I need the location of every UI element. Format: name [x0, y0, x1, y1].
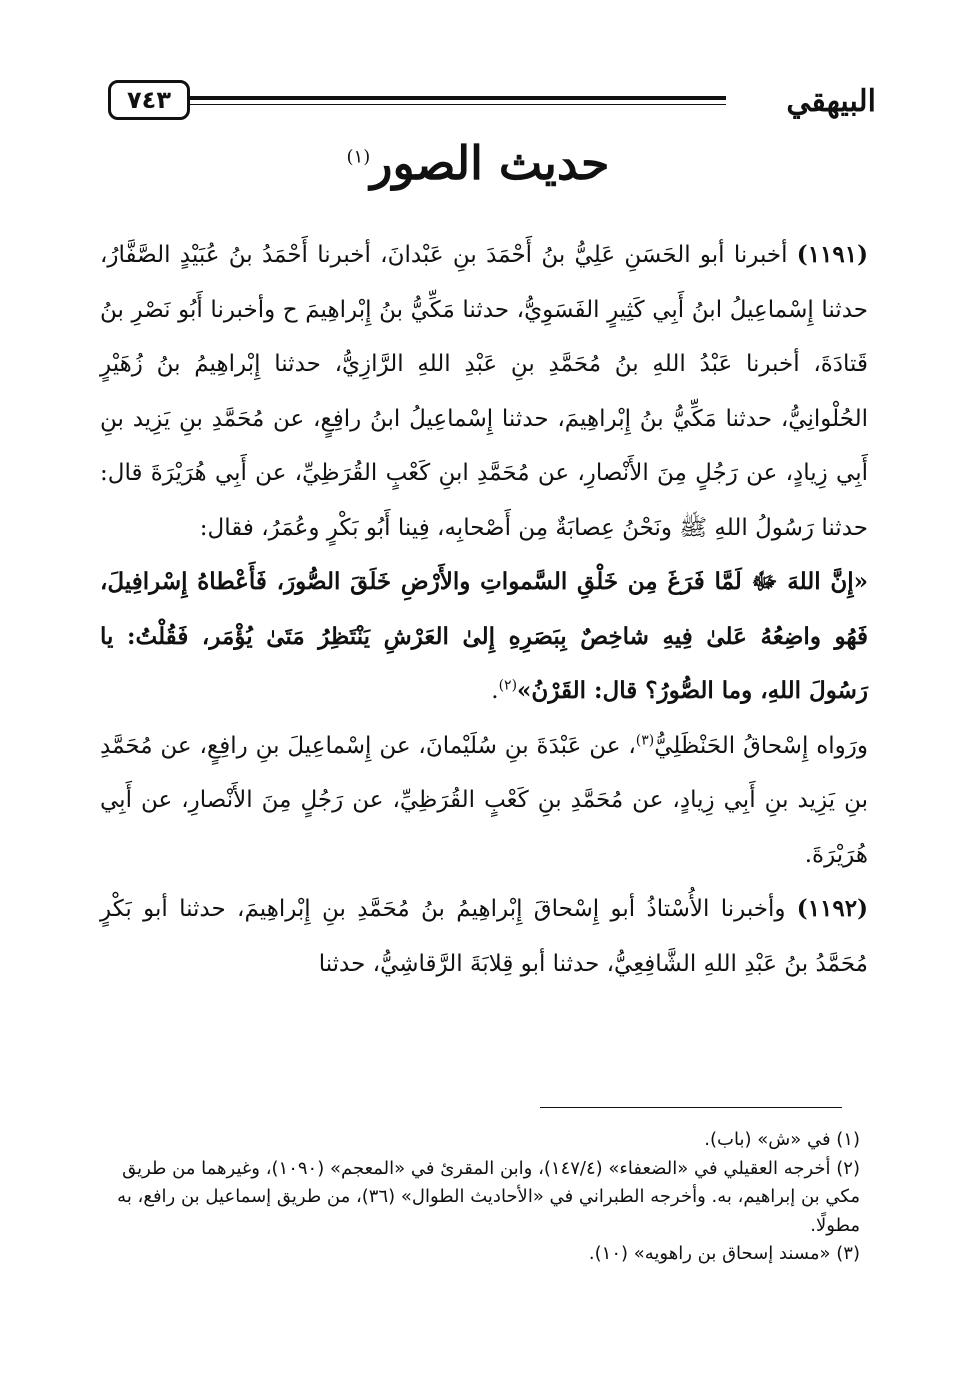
hadith-number-1191: (١١٩١) — [796, 241, 868, 268]
hadith-1191 — [100, 228, 868, 555]
title-footnote-marker: (١) — [346, 146, 371, 168]
alternate-chain — [100, 719, 868, 883]
main-text — [100, 228, 868, 991]
header-rule-thick — [190, 96, 726, 100]
alternate-chain-rest: ، عن عَبْدَةَ بنِ سُلَيْمانَ، عن إِسْماعِيلَ بنِ رافِعٍ، عن مُحَمَّدِ بنِ يَزِيد بنِ أَبِي زِيادٍ، عن مُحَمَّدِ بنِ كَعْبٍ القُرَظِيِّ، عن رَجُلٍ مِنَ الأَنْصارِ، عن أَبِي هُرَيْرَةَ. — [100, 732, 868, 868]
footnote-separator — [540, 1107, 842, 1108]
footnote-ref-3: (٣) — [635, 731, 655, 748]
alternate-chain-start: ورَواه إِسْحاقُ الحَنْظَلِيُّ — [654, 732, 868, 759]
footnotes — [92, 1126, 860, 1269]
chapter-title-text: حديث الصور — [370, 136, 610, 190]
hadith-1191-matn: «إِنَّ اللهَ ﷻ لَمَّا فَرَغَ مِن خَلْقِ السَّمواتِ والأَرْضِ خَلَقَ الصُّورَ، فَأَعْطاهُ إِسْرافِيلَ، فَهُو واضِعُهُ عَلىٰ فِيهِ شاخِصٌ بِبَصَرِهِ إِلىٰ العَرْشِ يَنْتَظِرُ مَتَىٰ يُؤْمَر، فَقُلْتُ: يا رَسُولَ اللهِ، وما الصُّورُ؟ قال: القَرْنُ»$^{(٢)}$. — [100, 568, 868, 704]
footnote-ref-2: (٢) — [498, 677, 518, 694]
running-head-title: البيهقي — [786, 84, 876, 119]
page-header — [108, 78, 876, 128]
hadith-number-1192: (١١٩٢) — [796, 895, 868, 922]
hadith-quote: «إِنَّ اللهَ ﷻ لَمَّا فَرَغَ مِن خَلْقِ السَّمواتِ والأَرْضِ خَلَقَ الصُّورَ، فَأَعْطاهُ إِسْرافِيلَ، فَهُو واضِعُهُ عَلىٰ فِيهِ شاخِصٌ بِبَصَرِهِ إِلىٰ العَرْشِ يَنْتَظِرُ مَتَىٰ يُؤْمَر، فَقُلْتُ: يا رَسُولَ اللهِ، وما الصُّورُ؟ قال: القَرْنُ» — [100, 568, 868, 704]
footnote-2: (٢) أخرجه العقيلي في «الضعفاء» (١٤٧/٤)، وابن المقرئ في «المعجم» (١٠٩٠)، وغيرهما من طريق مكي بن إبراهيم، به. وأخرجه الطبراني في «الأحاديث الطوال» (٣٦)، من طريق إسماعيل بن رافع، به مطولًا. — [117, 1157, 860, 1236]
hadith-1192-chain: وأخبرنا الأُسْتاذُ أبو إِسْحاقَ إِبْراهِيمُ بنُ مُحَمَّدِ بنِ إِبْراهِيمَ، حدثنا أبو بَكْرٍ مُحَمَّدُ بنُ عَبْدِ اللهِ الشَّافِعِيُّ، حدثنا أبو قِلابَةَ الرَّقاشِيُّ، حدثنا — [100, 896, 868, 977]
hadith-1192 — [100, 882, 868, 991]
hadith-1191-chain: أخبرنا أبو الحَسَنِ عَلِيُّ بنُ أَحْمَدَ بنِ عَبْدانَ، أخبرنا أَحْمَدُ بنُ عُبَيْدٍ الصَّفَّارُ، حدثنا إِسْماعِيلُ ابنُ أَبِي كَثِيرٍ الفَسَوِيُّ، حدثنا مَكِّيُّ بنُ إِبْراهِيمَ ح وأخبرنا أَبُو نَصْرِ بنُ قَتادَةَ، أخبرنا عَبْدُ اللهِ بنُ مُحَمَّدِ بنِ عَبْدِ اللهِ الرَّازِيُّ، حدثنا إِبْراهِيمُ بنُ زُهَيْرٍ الحُلْوانِيُّ، حدثنا مَكِّيُّ بنُ إِبْراهِيمَ، حدثنا إِسْماعِيلُ ابنُ رافِعٍ، عن مُحَمَّدِ بنِ يَزِيد بنِ أَبِي زِيادٍ، عن رَجُلٍ مِنَ الأَنْصارِ، عن مُحَمَّدِ ابنِ كَعْبٍ القُرَظِيِّ، عن أَبِي هُرَيْرَةَ قال: حدثنا رَسُولُ اللهِ ﷺ ونَحْنُ عِصابَةٌ مِن أَصْحابِه، فِينا أَبُو بَكْرٍ وعُمَرُ، فقال: — [100, 242, 868, 541]
chapter-title — [0, 136, 956, 190]
header-rule-thin — [190, 104, 726, 105]
footnote-3: (٣) «مسند إسحاق بن راهويه» (١٠). — [588, 1243, 860, 1264]
footnote-1: (١) في «ش» (باب). — [704, 1129, 860, 1150]
page-number: ٧٤٣ — [108, 80, 190, 120]
